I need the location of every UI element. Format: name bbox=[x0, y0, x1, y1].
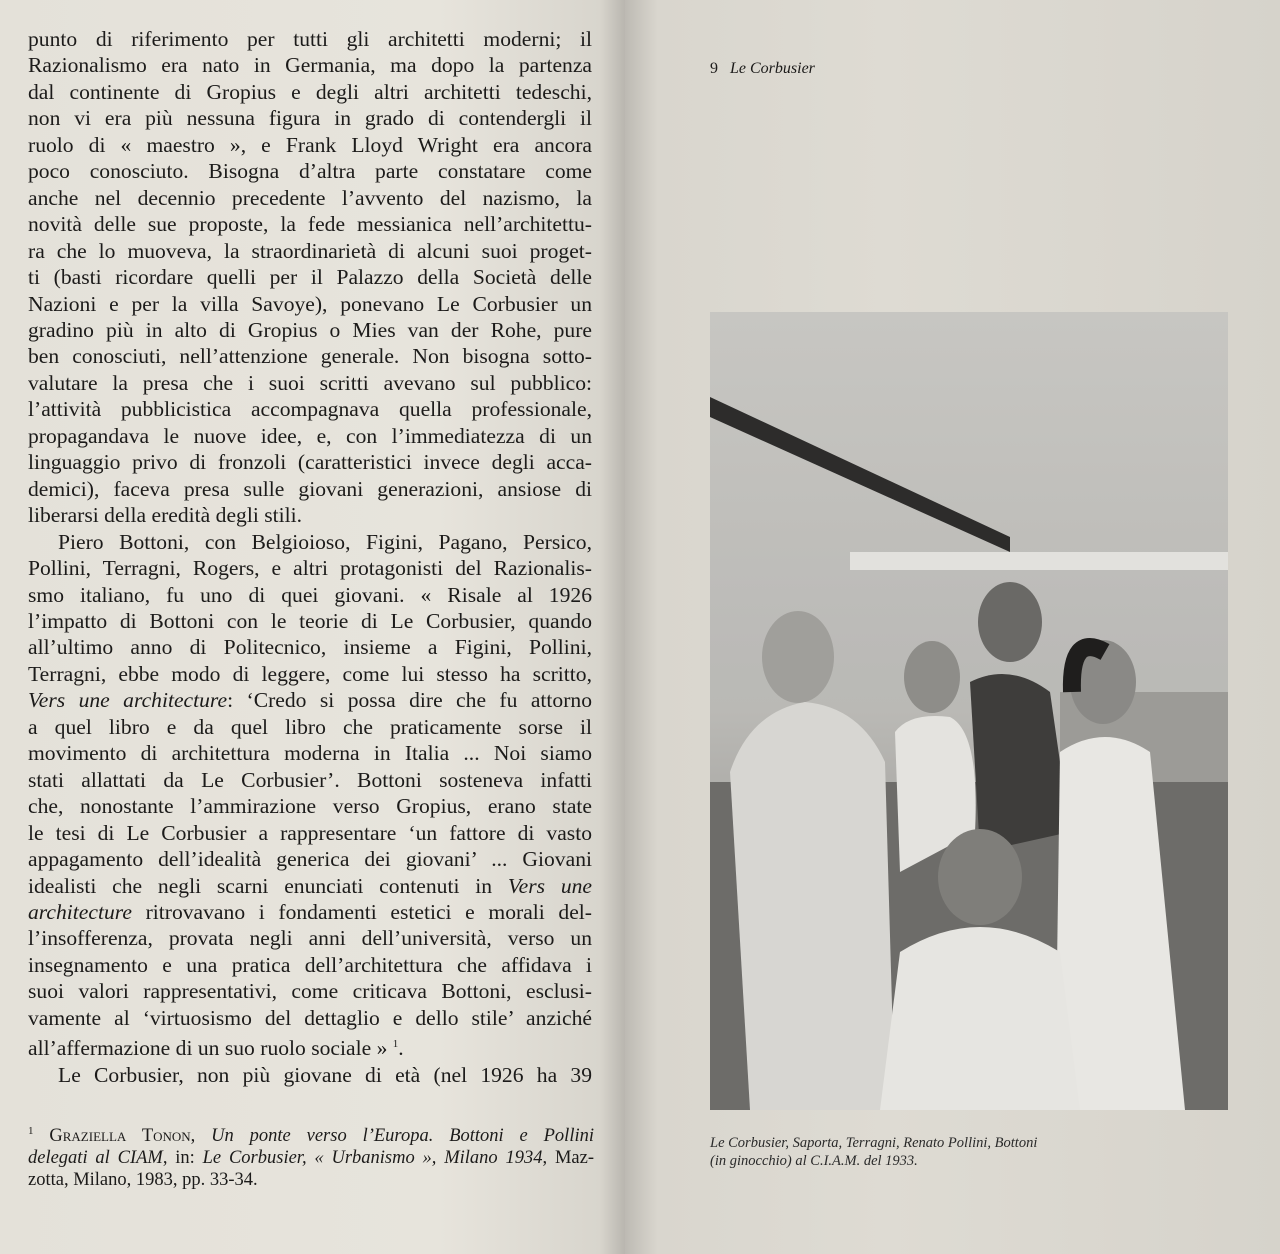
text-line bbox=[28, 740, 592, 766]
text-line bbox=[28, 608, 592, 634]
caption-line-1: Le Corbusier, Saporta, Terragni, Renato Pollini, Bottoni bbox=[710, 1135, 1038, 1151]
text-line bbox=[28, 978, 592, 1004]
text-line bbox=[28, 502, 592, 528]
text-segment: suoi valori rappresentativi, come criticava Bottoni, esclusi- bbox=[28, 979, 592, 1004]
text-segment: gradino più in alto di Gropius o Mies van der Rohe, pure bbox=[28, 317, 592, 342]
text-segment: valutare la presa che i suoi scritti avevano sul pubblico: bbox=[28, 370, 592, 395]
text-segment: stati allattati da Le Corbusier’. Bottoni sosteneva infatti bbox=[28, 767, 592, 792]
text-segment: insegnamento e una pratica dell’architettura che affidava i bbox=[28, 952, 592, 977]
text-line bbox=[28, 449, 592, 475]
italic-title: Vers une bbox=[507, 873, 592, 898]
body-text bbox=[28, 26, 592, 1088]
text-segment: Terragni, ebbe modo di leggere, come lui stesso ha scritto, bbox=[28, 661, 592, 686]
text-segment: smo italiano, fu uno di quei giovani. « Risale al 1926 bbox=[28, 582, 592, 607]
italic-title: architecture bbox=[28, 899, 132, 924]
text-line bbox=[28, 211, 592, 237]
text-line bbox=[28, 925, 592, 951]
text-segment: idealisti che negli scarni enunciati contenuti in bbox=[28, 873, 508, 898]
text-segment: l’insofferenza, provata negli anni dell’università, verso un bbox=[28, 926, 592, 951]
text-line bbox=[28, 158, 592, 184]
text-segment: linguaggio privo di fronzoli (caratteristici invece degli acca- bbox=[28, 450, 592, 475]
text-line bbox=[28, 52, 592, 78]
footnote-line-2 bbox=[28, 1147, 594, 1169]
footnote-marker: 1 bbox=[28, 1125, 34, 1137]
footnote-reference: 1 bbox=[392, 1038, 399, 1051]
text-segment: movimento di architettura moderna in Italia ... Noi siamo bbox=[28, 741, 592, 766]
photo-caption bbox=[710, 1134, 1140, 1170]
text-segment: vamente al ‘virtuosismo del dettaglio e dello stile’ anziché bbox=[28, 1005, 592, 1030]
text-segment: all’ultimo anno di Politecnico, insieme a Figini, Pollini, bbox=[28, 635, 592, 660]
text-line bbox=[28, 26, 592, 52]
text-segment: che, nonostante l’ammirazione verso Gropius, erano state bbox=[28, 794, 592, 819]
text-line bbox=[28, 291, 592, 317]
text-line bbox=[28, 820, 592, 846]
text-line bbox=[28, 185, 592, 211]
text-segment: non vi era più nessuna figura in grado di contendergli il bbox=[28, 106, 592, 131]
text-segment: ra che lo muoveva, la straordinarietà di alcuni suoi proget- bbox=[28, 238, 592, 263]
text-segment: anche nel decennio precedente l’avvento del nazismo, la bbox=[28, 185, 592, 210]
text-segment: ben conosciuti, nell’attenzione generale. Non bisogna sotto- bbox=[28, 344, 592, 369]
text-line bbox=[28, 529, 592, 555]
page-number: 9 bbox=[710, 60, 718, 77]
text-segment: a quel libro e da quel libro che praticamente sorse il bbox=[28, 714, 592, 739]
text-line bbox=[28, 79, 592, 105]
footnote-source: Le Corbusier, « Urbanismo », Milano 1934 bbox=[202, 1148, 543, 1169]
footnote-line-3: zotta, Milano, 1983, pp. 33-34. bbox=[28, 1170, 258, 1191]
text-line bbox=[28, 952, 592, 978]
footnote-line-1: $^1$ Graziella Tonon, Un ponte verso l’Europa. Bottoni e Pollini bbox=[28, 1125, 594, 1147]
text-line bbox=[28, 634, 592, 660]
text-segment: liberarsi della eredità degli stili. bbox=[28, 503, 303, 528]
text-segment: all’affermazione di un suo ruolo sociale » bbox=[28, 1036, 393, 1061]
caption-line-2: (in ginocchio) al C.I.A.M. del 1933. bbox=[710, 1153, 918, 1169]
text-segment: demici), faceva presa sulle giovani generazioni, ansiose di bbox=[28, 476, 592, 501]
text-line bbox=[28, 343, 592, 369]
footnote-title: Un ponte verso l’Europa. Bottoni e Pollini bbox=[211, 1126, 594, 1147]
text-segment: punto di riferimento per tutti gli architetti moderni; il bbox=[28, 27, 592, 51]
italic-title: Vers une architecture bbox=[28, 688, 228, 713]
text-segment: . bbox=[398, 1036, 404, 1061]
text-line bbox=[28, 132, 592, 158]
text-segment: Le Corbusier, non più giovane di età (nel 1926 ha 39 bbox=[58, 1062, 592, 1087]
running-title: Le Corbusier bbox=[730, 60, 815, 77]
text-line bbox=[28, 661, 592, 687]
text-line bbox=[28, 899, 592, 925]
text-segment: novità delle sue proposte, la fede messianica nell’architettu- bbox=[28, 212, 592, 237]
text-line bbox=[28, 767, 592, 793]
text-line bbox=[28, 370, 592, 396]
text-line bbox=[28, 105, 592, 131]
text-segment: ritrovavano i fondamenti estetici e morali del- bbox=[131, 899, 592, 924]
text-segment: l’attività pubblicistica accompagnava quella professionale, bbox=[28, 397, 592, 422]
text-line bbox=[28, 423, 592, 449]
text-segment: ruolo di « maestro », e Frank Lloyd Wright era ancora bbox=[28, 132, 592, 157]
text-segment: appagamento dell’idealità generica dei giovani’ ... Giovani bbox=[28, 847, 592, 872]
text-segment: Piero Bottoni, con Belgioioso, Figini, Pagano, Persico, bbox=[58, 529, 592, 554]
text-segment: poco conosciuto. Bisogna d’altra parte constatare come bbox=[28, 159, 592, 184]
footnote-title-cont: delegati al CIAM bbox=[28, 1148, 163, 1169]
text-segment: : ‘Credo si possa dire che fu attorno bbox=[227, 688, 592, 713]
footnote-author: Graziella Tonon bbox=[49, 1126, 191, 1147]
running-head bbox=[710, 60, 815, 78]
text-segment: dal continente di Gropius e degli altri architetti tedeschi, bbox=[28, 79, 592, 104]
text-line bbox=[28, 793, 592, 819]
text-segment: le tesi di Le Corbusier a rappresentare ‘un fattore di vasto bbox=[28, 820, 592, 845]
footnote-rest: , Maz- bbox=[542, 1148, 594, 1169]
text-segment: Razionalismo era nato in Germania, ma dopo la partenza bbox=[28, 53, 592, 78]
text-segment: Nazioni e per la villa Savoye), ponevano Le Corbusier un bbox=[28, 291, 592, 316]
text-line bbox=[28, 1005, 592, 1031]
text-line bbox=[28, 396, 592, 422]
text-line bbox=[28, 1031, 592, 1062]
text-line bbox=[28, 846, 592, 872]
text-line bbox=[28, 317, 592, 343]
text-line bbox=[28, 714, 592, 740]
footnote bbox=[28, 1120, 594, 1191]
text-segment: l’impatto di Bottoni con le teorie di Le Corbusier, quando bbox=[28, 608, 592, 633]
text-line bbox=[28, 555, 592, 581]
text-line bbox=[28, 1062, 592, 1088]
group-photo bbox=[710, 312, 1228, 1110]
text-line bbox=[28, 687, 592, 713]
footnote-in: , in: bbox=[162, 1148, 203, 1169]
left-page bbox=[0, 0, 625, 1254]
text-line bbox=[28, 238, 592, 264]
text-segment: Pollini, Terragni, Rogers, e altri protagonisti del Razionalis- bbox=[28, 556, 592, 581]
text-segment: propagandava le nuove idee, e, con l’immediatezza di un bbox=[28, 423, 592, 448]
text-line bbox=[28, 264, 592, 290]
text-line bbox=[28, 873, 592, 899]
text-line bbox=[28, 582, 592, 608]
text-segment: ti (basti ricordare quelli per il Palazzo della Società delle bbox=[28, 265, 592, 290]
text-line bbox=[28, 476, 592, 502]
